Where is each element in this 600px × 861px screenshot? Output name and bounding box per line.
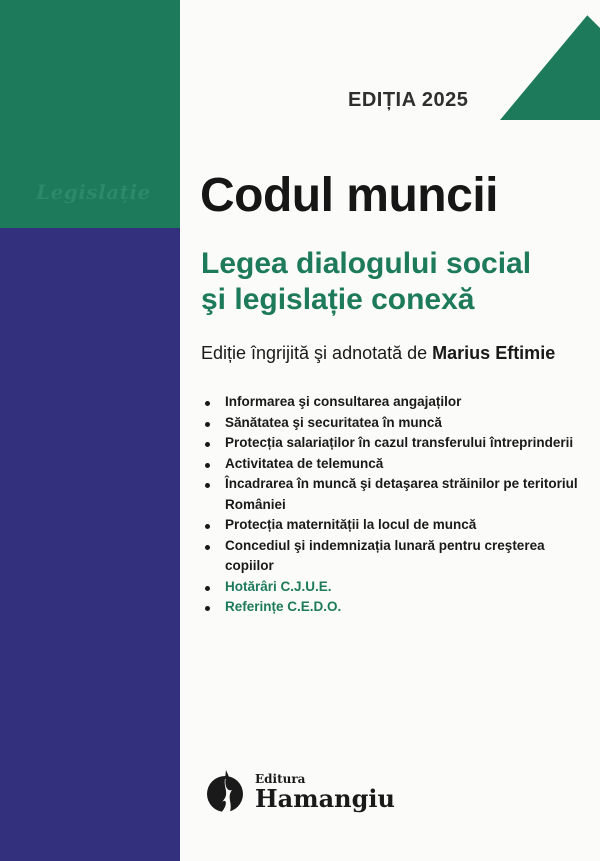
bullet-icon xyxy=(205,545,210,550)
list-item: Încadrarea în muncă şi detaşarea străinilor pe teritoriul României xyxy=(201,474,591,515)
list-item: Sănătatea şi securitatea în muncă xyxy=(201,413,591,434)
subtitle-line-2: şi legislație conexă xyxy=(201,283,475,316)
list-item: Hotărâri C.J.U.E. xyxy=(201,577,591,598)
byline xyxy=(201,343,555,364)
bullet-icon xyxy=(205,401,210,406)
topic-list xyxy=(201,392,591,618)
bullet-icon xyxy=(205,422,210,427)
publisher-logo-icon xyxy=(205,768,245,816)
byline-prefix: Ediție îngrijită şi adnotată de xyxy=(201,343,428,363)
edition-label: EDIȚIA 2025 xyxy=(348,89,469,111)
list-item: Referințe C.E.D.O. xyxy=(201,597,591,618)
publisher-small-label: Editura xyxy=(255,772,306,786)
list-item: Activitatea de telemuncă xyxy=(201,454,591,475)
bullet-icon xyxy=(205,463,210,468)
byline-author: Marius Eftimie xyxy=(432,343,556,363)
list-item: Protecția salariaților în cazul transferului întreprinderii xyxy=(201,433,591,454)
cover-blue-band xyxy=(0,228,180,861)
publisher-name: Hamangiu xyxy=(255,784,395,813)
publisher-mark xyxy=(205,768,395,816)
publisher-text xyxy=(255,772,395,812)
bullet-icon xyxy=(205,483,210,488)
bullet-icon xyxy=(205,606,210,611)
bullet-icon xyxy=(205,586,210,591)
bullet-icon xyxy=(205,524,210,529)
corner-triangle-decoration xyxy=(500,0,600,120)
book-subtitle xyxy=(201,246,591,318)
subtitle-line-1: Legea dialogului social xyxy=(201,247,532,280)
series-label: Legislație xyxy=(36,180,151,204)
bullet-icon xyxy=(205,442,210,447)
list-item: Concediul şi indemnizația lunară pentru creşterea copiilor xyxy=(201,536,591,577)
list-item: Protecția maternității la locul de muncă xyxy=(201,515,591,536)
list-item: Informarea şi consultarea angajaților xyxy=(201,392,591,413)
book-title: Codul muncii xyxy=(200,169,498,222)
